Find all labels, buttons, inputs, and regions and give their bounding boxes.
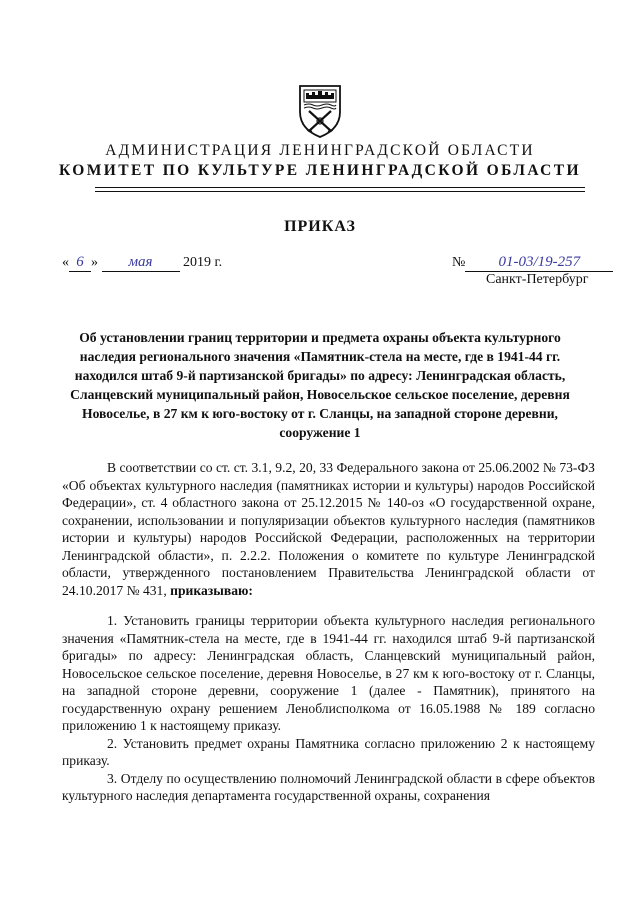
date-day: 6 <box>69 254 91 272</box>
org-name-administration: АДМИНИСТРАЦИЯ ЛЕНИНГРАДСКОЙ ОБЛАСТИ <box>105 142 535 159</box>
date-close-quote: » <box>91 255 98 270</box>
order-item-2: 2. Установить предмет охраны Памятника согласно приложению 2 к настоящему приказу. <box>62 735 595 768</box>
coat-of-arms-icon <box>297 82 343 138</box>
number-prefix: № <box>452 255 466 270</box>
header-divider-thin <box>95 191 585 192</box>
order-date <box>62 254 222 272</box>
order-body <box>62 459 595 805</box>
date-open-quote: « <box>62 255 69 270</box>
city-name: Санкт-Петербург <box>486 272 589 287</box>
order-item-1: 1. Установить границы территории объекта культурного наследия регионального значения «Памятник-стела на месте, где в 1941-44 гг. находился штаб 9-й партизанской бригады» по адресу: Ленинградская область, Сланцевский муниципальный район, Новосельское сельское поселение, деревня Новоселье, в 27 км к юго-востоку от г. Сланцы, на западной стороне деревни, сооружение 1 (далее - Памятник), принятого на государственную охрану решением Леноблисполкома от 16.05.1988 № 189 согласно приложению 1 к настоящему приказу. <box>62 613 595 733</box>
date-month: мая <box>102 254 180 272</box>
number-value: 01-03/19-257 <box>465 254 613 272</box>
document-type-title: ПРИКАЗ <box>284 218 356 235</box>
order-subject-title: Об установлении границ территории и предмета охраны объекта культурного наследия регионального значения «Памятник-стела на месте, где в 1941-44 гг. находился штаб 9-й партизанской бригады» по адресу: Ленинградская область, Сланцевский муниципальный район, Новосельское сельское поселение, деревня Новоселье, в 27 км к юго-востоку от г. Сланцы, на западной стороне деревни, сооружение 1 <box>70 330 570 440</box>
date-year: 2019 г. <box>183 255 223 270</box>
org-name-committee: КОМИТЕТ ПО КУЛЬТУРЕ ЛЕНИНГРАДСКОЙ ОБЛАСТИ <box>59 162 581 179</box>
order-number <box>452 254 613 272</box>
order-item-3: 3. Отделу по осуществлению полномочий Ленинградской области в сфере объектов культурного наследия департамента государственной охраны, сохранения <box>62 770 595 803</box>
preamble-paragraph <box>62 459 595 599</box>
preamble-text: В соответствии со ст. ст. 3.1, 9.2, 20, 33 Федерального закона от 25.06.2002 № 73-ФЗ «Об объектах культурного наследия (памятниках истории и культуры) народов Российской Федерации», ст. 4 областного закона от 25.12.2015 № 140-оз «О государственной охране, сохранении, использовании и популяризации объектов культурного наследия (памятников истории и культуры) народов Российской Федерации, расположенных на территории Ленинградской области», п. 2.2.2. Положения о комитете по культуре Ленинградской области, утвержденного постановлением Правительства Ленинградской области от 24.10.2017 № 431, <box>62 460 595 598</box>
header-divider-thick <box>95 187 585 188</box>
order-word: приказываю: <box>170 582 253 598</box>
